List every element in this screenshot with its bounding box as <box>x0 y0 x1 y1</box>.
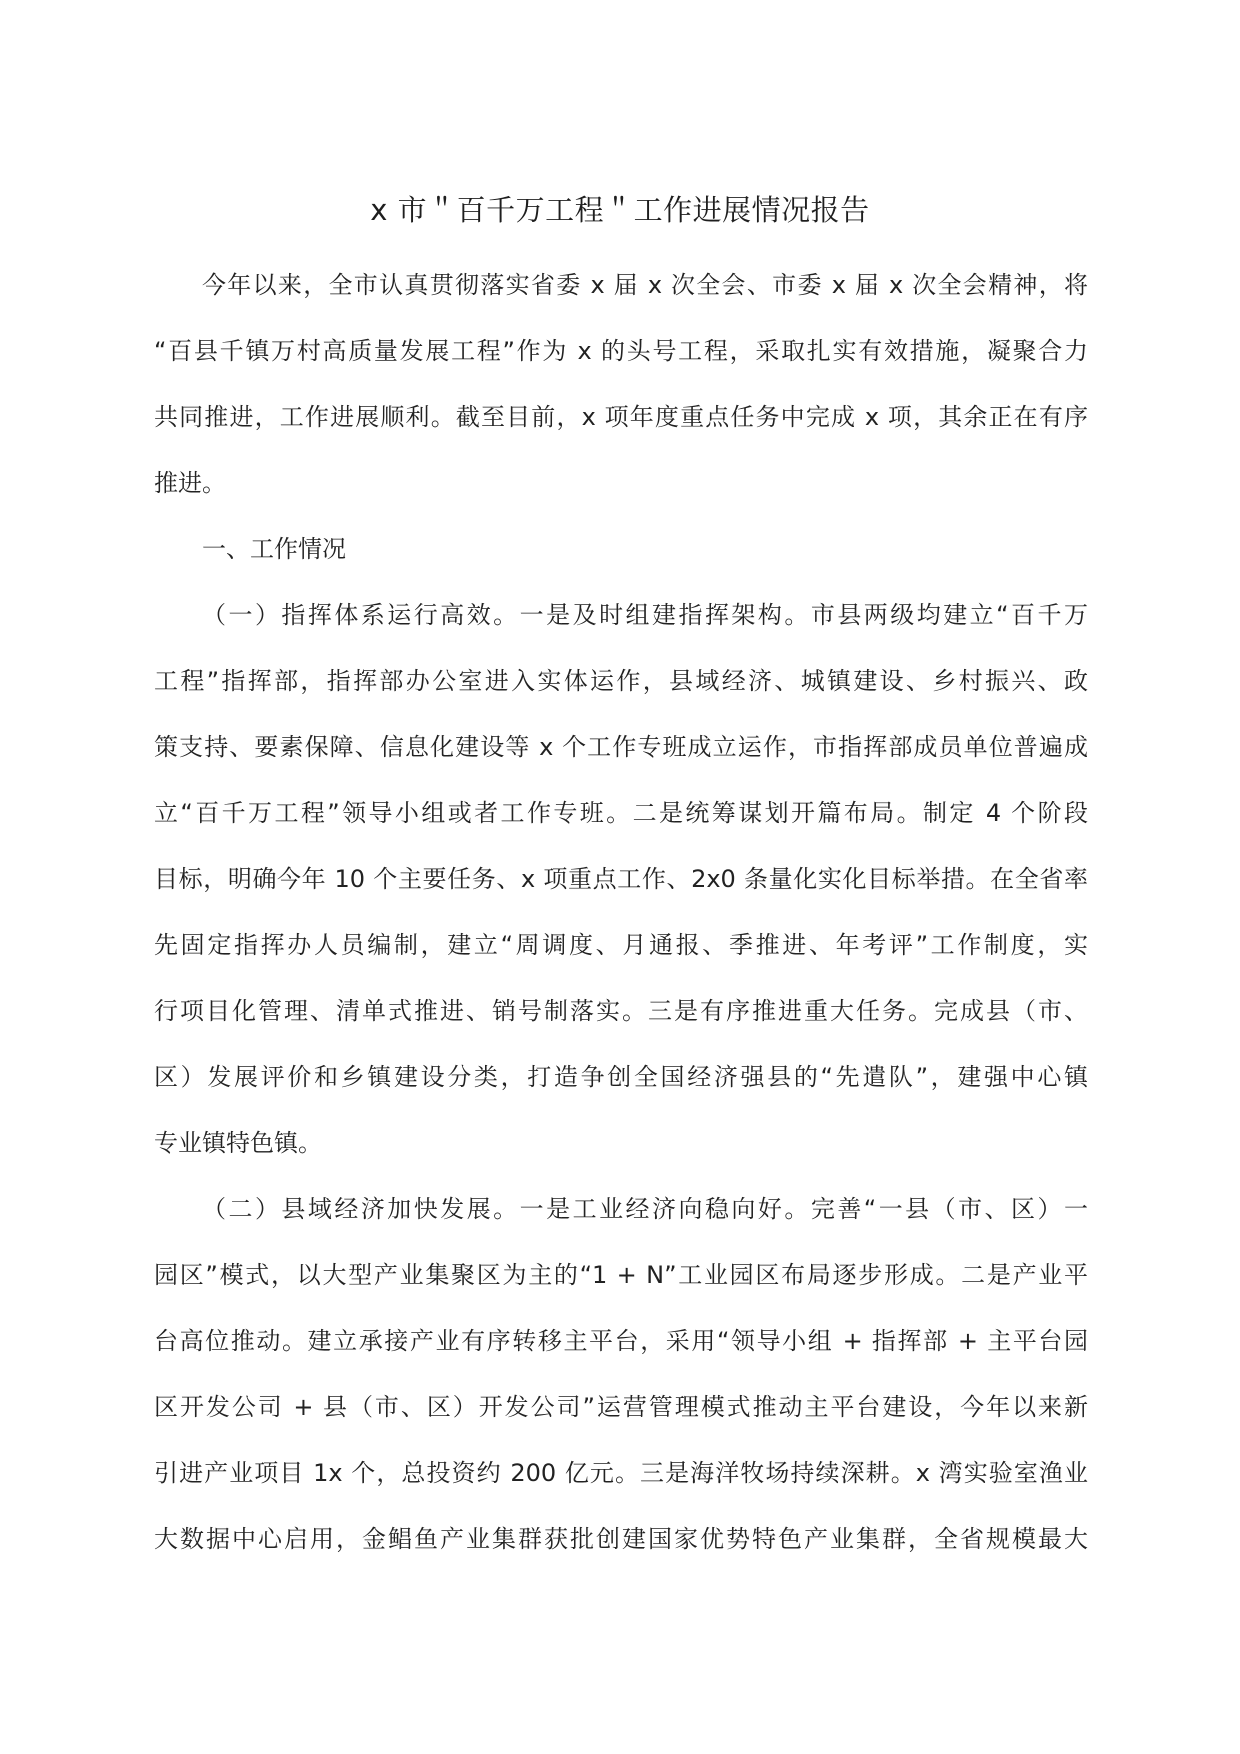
text-line: 园区”模式，以大型产业集聚区为主的“1 + N”工业园区布局逐步形成。二是产业平 <box>154 1261 1088 1289</box>
text-line: （一）指挥体系运行高效。一是及时组建指挥架构。市县两级均建立“百千万 <box>202 601 1088 629</box>
text-line: 推进。 <box>154 469 226 497</box>
text-line: 策支持、要素保障、信息化建设等 x 个工作专班成立运作，市指挥部成员单位普遍成 <box>154 733 1088 761</box>
text-line: 先固定指挥办人员编制，建立“周调度、月通报、季推进、年考评”工作制度，实 <box>154 931 1088 959</box>
text-line: 区）发展评价和乡镇建设分类，打造争创全国经济强县的“先遣队”，建强中心镇 <box>154 1063 1088 1091</box>
text-line: 共同推进，工作进展顺利。截至目前，x 项年度重点任务中完成 x 项，其余正在有序 <box>154 403 1088 431</box>
text-line: 行项目化管理、清单式推进、销号制落实。三是有序推进重大任务。完成县（市、 <box>154 997 1088 1025</box>
text-line: 工程”指挥部，指挥部办公室进入实体运作，县域经济、城镇建设、乡村振兴、政 <box>154 667 1088 695</box>
text-line: 台高位推动。建立承接产业有序转移主平台，采用“领导小组 + 指挥部 + 主平台园 <box>154 1327 1088 1355</box>
text-line: 立“百千万工程”领导小组或者工作专班。二是统筹谋划开篇布局。制定 4 个阶段 <box>154 799 1088 827</box>
intro-paragraph <box>154 252 1088 516</box>
text-line: “百县千镇万村高质量发展工程”作为 x 的头号工程，采取扎实有效措施，凝聚合力 <box>154 337 1088 365</box>
paragraph-county-economy <box>154 1176 1088 1572</box>
document-title: x 市＂百千万工程＂工作进展情况报告 <box>370 193 870 227</box>
text-line: （二）县域经济加快发展。一是工业经济向稳向好。完善“一县（市、区）一 <box>202 1195 1088 1223</box>
text-line: 目标，明确今年 10 个主要任务、x 项重点工作、2x0 条量化实化目标举措。在全省率 <box>154 865 1088 893</box>
text-line: 区开发公司 + 县（市、区）开发公司”运营管理模式推动主平台建设，今年以来新 <box>154 1393 1088 1421</box>
section-heading: 一、工作情况 <box>202 535 346 563</box>
text-line: 引进产业项目 1x 个，总投资约 200 亿元。三是海洋牧场持续深耕。x 湾实验室渔业 <box>154 1459 1088 1487</box>
paragraph-command-system <box>154 582 1088 1176</box>
text-line: 大数据中心启用，金鲳鱼产业集群获批创建国家优势特色产业集群，全省规模最大 <box>154 1525 1088 1553</box>
text-line: 专业镇特色镇。 <box>154 1129 322 1157</box>
text-line: 今年以来，全市认真贯彻落实省委 x 届 x 次全会、市委 x 届 x 次全会精神，将 <box>202 271 1088 299</box>
document-body <box>154 252 1088 1572</box>
